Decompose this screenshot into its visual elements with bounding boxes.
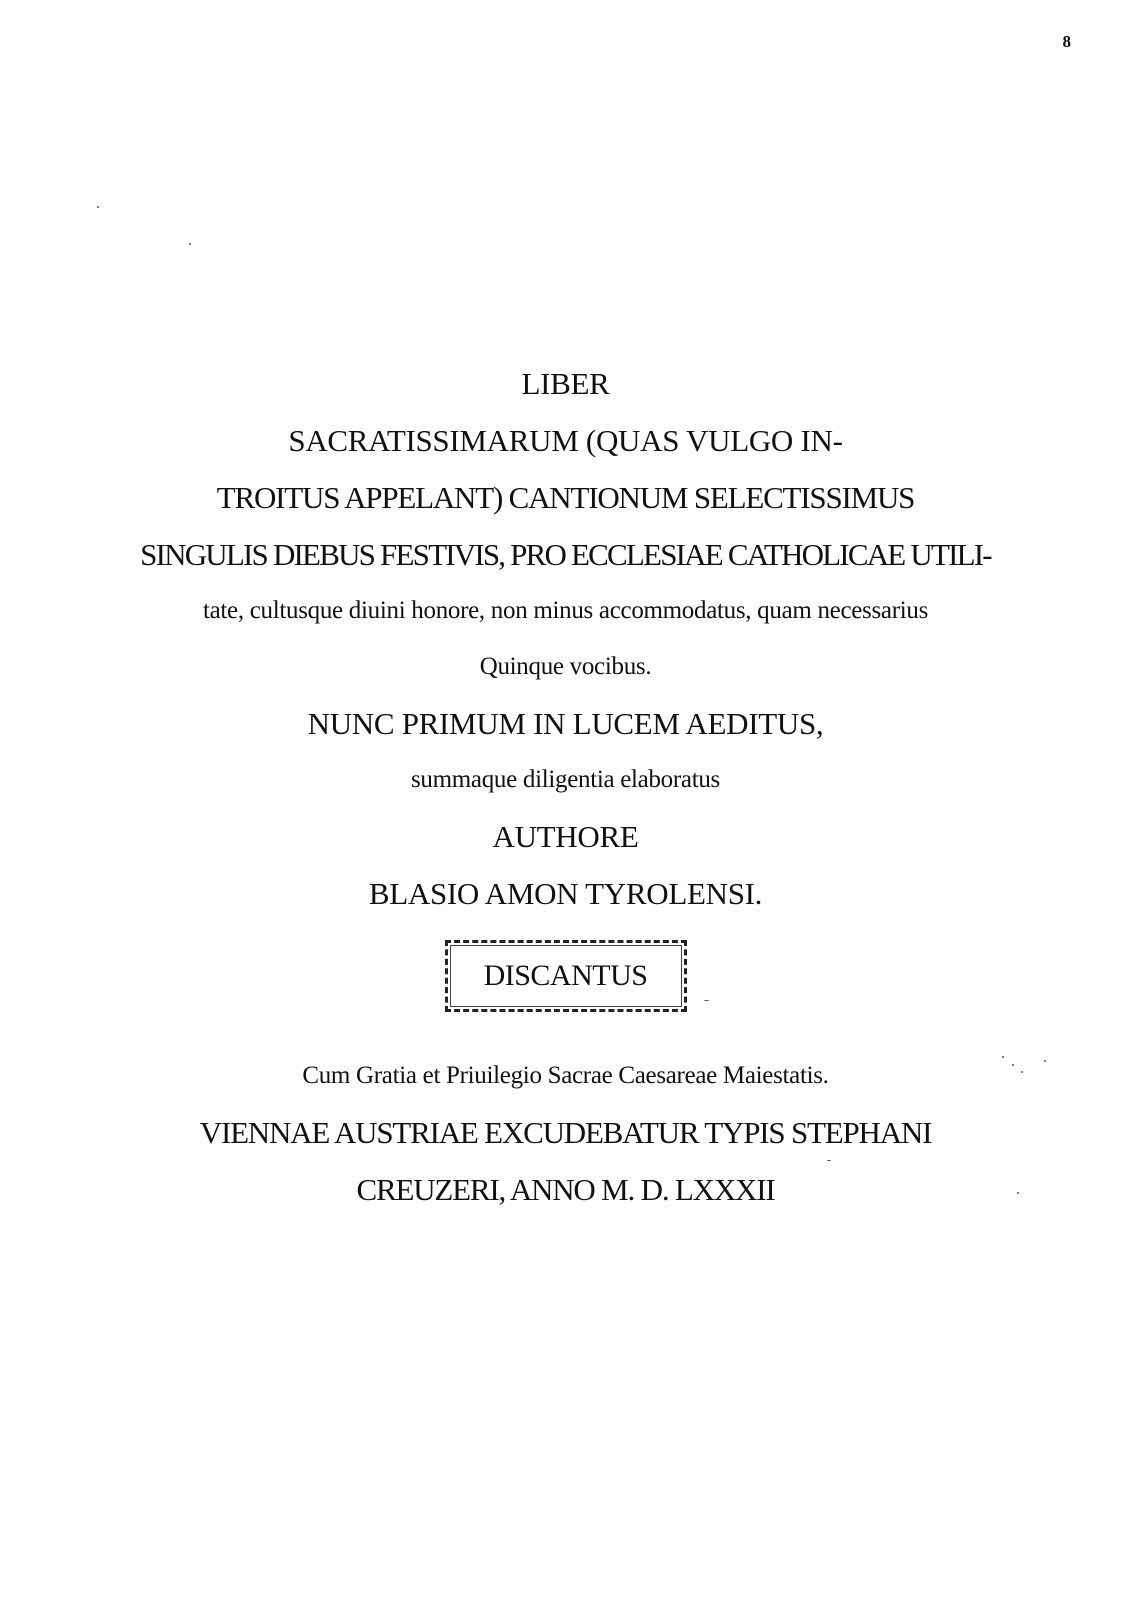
author-name: BLASIO AMON TYROLENSI.: [368, 876, 763, 911]
title-line-8: summaque diligentia elaboratus: [411, 766, 720, 793]
title-line-6: Quinque vocibus.: [479, 653, 652, 680]
page-number: 8: [1062, 32, 1071, 51]
scan-speck: [189, 243, 191, 245]
title-line-3: TROITUS APPELANT) CANTIONUM SELECTISSIMUS: [216, 480, 915, 515]
imprint: [0, 1048, 1131, 1218]
title-line-liber: LIBER: [521, 366, 610, 401]
imprint-line-3: CREUZERI, ANNO M. D. LXXXII: [356, 1172, 775, 1207]
imprint-line-2: VIENNAE AUSTRIAE EXCUDEBATUR TYPIS STEPHANI: [199, 1115, 932, 1150]
voice-part-label: DISCANTUS: [483, 959, 648, 992]
author-label: AUTHORE: [492, 819, 639, 854]
privilege-line: Cum Gratia et Priuilegio Sacrae Caesareae Maiestatis.: [302, 1062, 829, 1089]
voice-part-box: [445, 940, 687, 1012]
title-line-5: tate, cultusque diuini honore, non minus accommodatus, quam necessarius: [202, 597, 929, 624]
scan-speck: [97, 206, 99, 208]
title-line-4: SINGULIS DIEBUS FESTIVIS, PRO ECCLESIAE CATHOLICAE UTILI-: [140, 537, 991, 572]
title-page: [0, 355, 1131, 1218]
title-line-2: SACRATISSIMARUM (QUAS VULGO IN-: [288, 423, 843, 458]
title-line-7: NUNC PRIMUM IN LUCEM AEDITUS,: [307, 706, 824, 741]
